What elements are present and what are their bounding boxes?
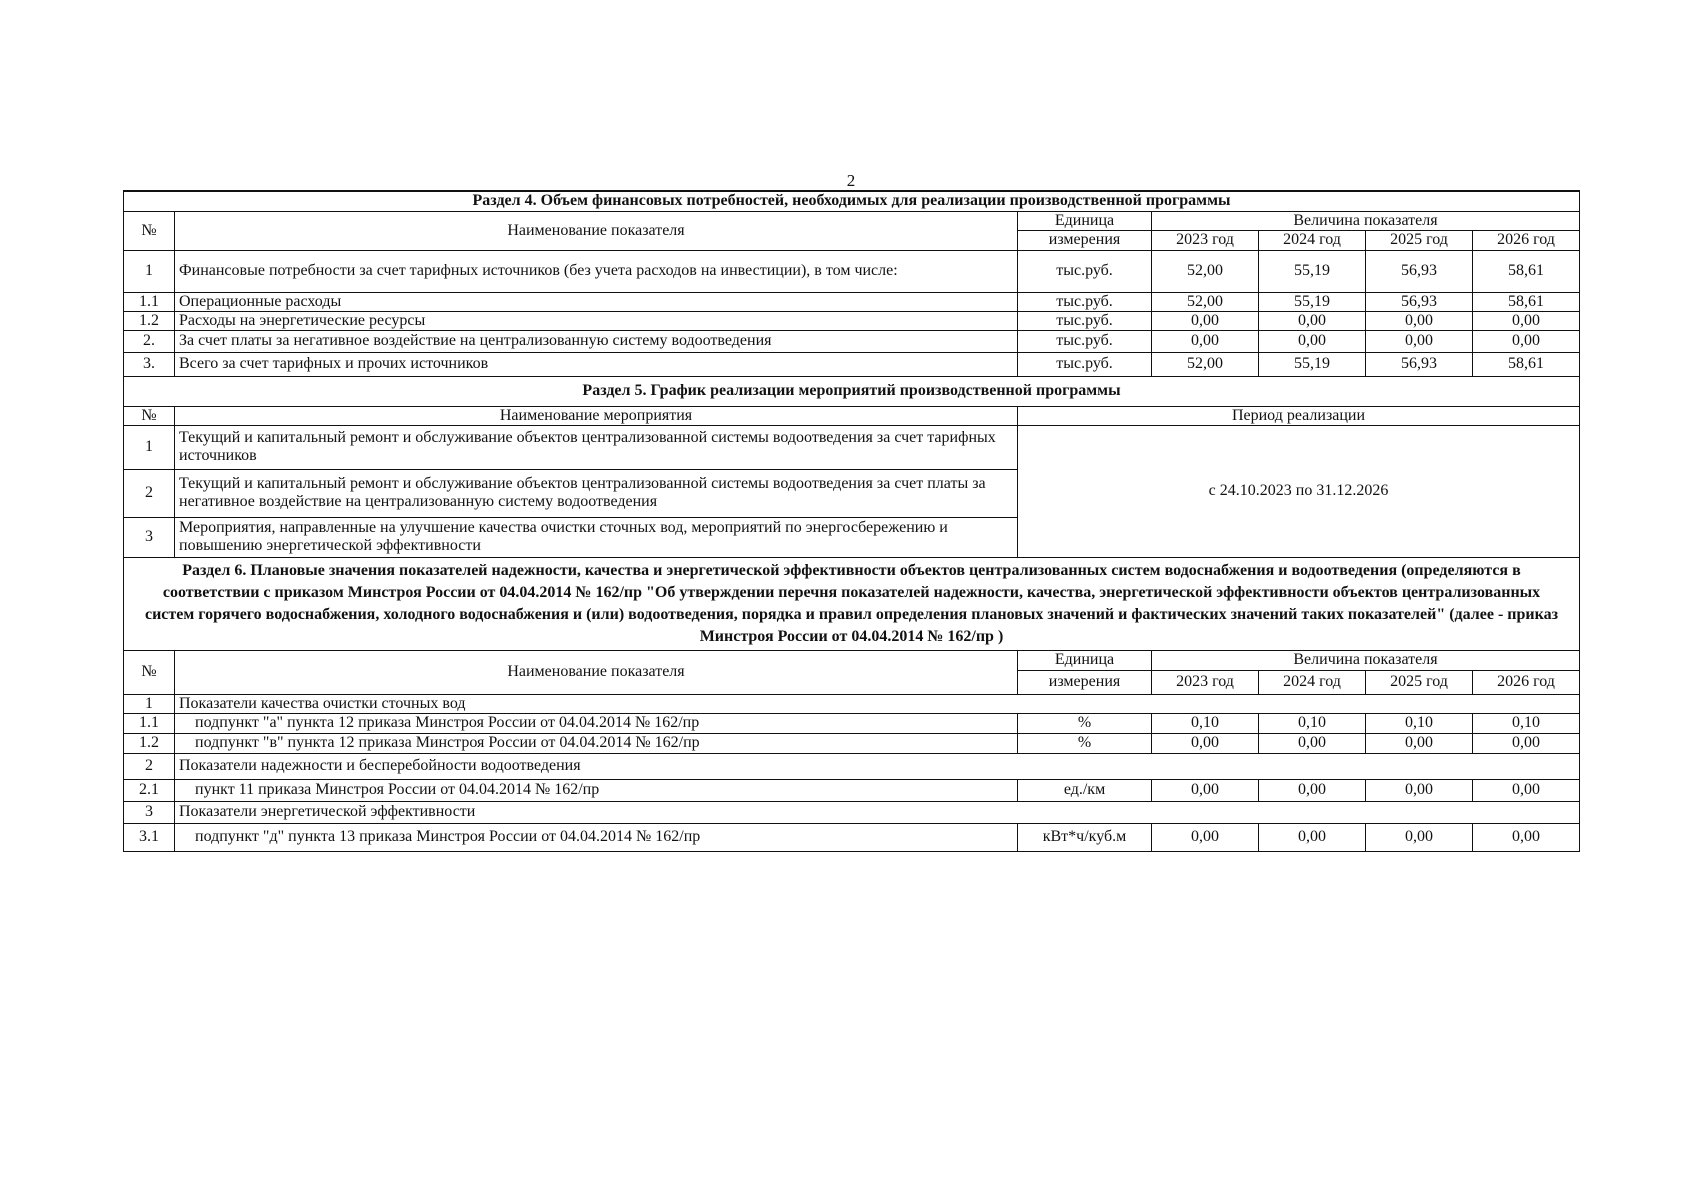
value-2024: 0,00 bbox=[1259, 779, 1366, 801]
value-2023: 0,10 bbox=[1152, 713, 1259, 733]
row-number: 1.1 bbox=[124, 292, 175, 311]
group-number: 2 bbox=[124, 753, 175, 779]
value-2026: 58,61 bbox=[1473, 292, 1580, 311]
row-number: 2.1 bbox=[124, 779, 175, 801]
section5-title: Раздел 5. График реализации мероприятий производственной программы bbox=[124, 376, 1580, 406]
section6-header-no: № bbox=[124, 650, 175, 694]
row-unit: ед./км bbox=[1018, 779, 1152, 801]
value-2026: 58,61 bbox=[1473, 352, 1580, 376]
section5-header-no: № bbox=[124, 406, 175, 425]
row-number: 3 bbox=[124, 517, 175, 557]
section5-header-row bbox=[124, 406, 1580, 425]
value-2024: 0,00 bbox=[1259, 311, 1366, 330]
value-2023: 0,00 bbox=[1152, 823, 1259, 851]
row-name: За счет платы за негативное воздействие на централизованную систему водоотведения bbox=[175, 330, 1018, 352]
value-2026: 0,00 bbox=[1473, 330, 1580, 352]
value-2026: 58,61 bbox=[1473, 250, 1580, 292]
group-name: Показатели качества очистки сточных вод bbox=[175, 694, 1580, 713]
value-2025: 0,00 bbox=[1366, 311, 1473, 330]
value-2023: 52,00 bbox=[1152, 292, 1259, 311]
row-unit: % bbox=[1018, 713, 1152, 733]
group-row bbox=[124, 801, 1580, 823]
row-number: 1.1 bbox=[124, 713, 175, 733]
value-2025: 0,00 bbox=[1366, 823, 1473, 851]
section6-title-row bbox=[124, 557, 1580, 650]
row-number: 1 bbox=[124, 425, 175, 469]
value-2024: 55,19 bbox=[1259, 292, 1366, 311]
row-unit: тыс.руб. bbox=[1018, 352, 1152, 376]
page-number: 2 bbox=[846, 171, 856, 190]
section4-header-unit-1: Единица bbox=[1018, 211, 1152, 230]
section6-header-value: Величина показателя bbox=[1152, 650, 1580, 670]
group-number: 1 bbox=[124, 694, 175, 713]
value-2023: 0,00 bbox=[1152, 779, 1259, 801]
section4-header-name: Наименование показателя bbox=[175, 211, 1018, 250]
value-2025: 0,00 bbox=[1366, 733, 1473, 753]
row-name: Финансовые потребности за счет тарифных источников (без учета расходов на инвестиции), в том числе: bbox=[175, 250, 1018, 292]
row-number: 2. bbox=[124, 330, 175, 352]
section4-header-value: Величина показателя bbox=[1152, 211, 1580, 230]
section5-header-name: Наименование мероприятия bbox=[175, 406, 1018, 425]
section4-title-row bbox=[124, 191, 1580, 211]
section6-header-name: Наименование показателя bbox=[175, 650, 1018, 694]
row-unit: тыс.руб. bbox=[1018, 330, 1152, 352]
section4-year-2023: 2023 год bbox=[1152, 230, 1259, 250]
row-name: Операционные расходы bbox=[175, 292, 1018, 311]
row-number: 1.2 bbox=[124, 311, 175, 330]
section6-header-unit-2: измерения bbox=[1018, 670, 1152, 694]
production-program-table bbox=[123, 190, 1580, 852]
section5-title-row bbox=[124, 376, 1580, 406]
group-number: 3 bbox=[124, 801, 175, 823]
group-row bbox=[124, 694, 1580, 713]
section6-year-2023: 2023 год bbox=[1152, 670, 1259, 694]
table-row bbox=[124, 823, 1580, 851]
section4-year-2024: 2024 год bbox=[1259, 230, 1366, 250]
document-page bbox=[123, 172, 1579, 852]
table-row bbox=[124, 733, 1580, 753]
row-name: подпункт "а" пункта 12 приказа Минстроя России от 04.04.2014 № 162/пр bbox=[175, 713, 1018, 733]
value-2023: 0,00 bbox=[1152, 311, 1259, 330]
section4-title: Раздел 4. Объем финансовых потребностей, необходимых для реализации производственной программы bbox=[124, 191, 1580, 211]
group-name: Показатели энергетической эффективности bbox=[175, 801, 1580, 823]
section4-header-unit-2: измерения bbox=[1018, 230, 1152, 250]
row-name: пункт 11 приказа Минстроя России от 04.04.2014 № 162/пр bbox=[175, 779, 1018, 801]
row-unit: тыс.руб. bbox=[1018, 250, 1152, 292]
group-row bbox=[124, 753, 1580, 779]
row-name: Мероприятия, направленные на улучшение качества очистки сточных вод, мероприятий по энергосбережению и повышению энергетической эффективности bbox=[175, 517, 1018, 557]
table-row bbox=[124, 292, 1580, 311]
table-row bbox=[124, 250, 1580, 292]
table-row bbox=[124, 352, 1580, 376]
value-2025: 56,93 bbox=[1366, 292, 1473, 311]
value-2024: 0,10 bbox=[1259, 713, 1366, 733]
value-2023: 52,00 bbox=[1152, 352, 1259, 376]
value-2025: 0,00 bbox=[1366, 779, 1473, 801]
section6-header-unit-1: Единица bbox=[1018, 650, 1152, 670]
row-unit: кВт*ч/куб.м bbox=[1018, 823, 1152, 851]
table-row bbox=[124, 311, 1580, 330]
value-2023: 0,00 bbox=[1152, 733, 1259, 753]
row-name: подпункт "д" пункта 13 приказа Минстроя России от 04.04.2014 № 162/пр bbox=[175, 823, 1018, 851]
section4-header-no: № bbox=[124, 211, 175, 250]
value-2024: 55,19 bbox=[1259, 250, 1366, 292]
value-2024: 55,19 bbox=[1259, 352, 1366, 376]
value-2026: 0,00 bbox=[1473, 311, 1580, 330]
value-2025: 0,10 bbox=[1366, 713, 1473, 733]
table-row bbox=[124, 779, 1580, 801]
section5-header-period: Период реализации bbox=[1018, 406, 1580, 425]
section6-year-2024: 2024 год bbox=[1259, 670, 1366, 694]
row-name: Текущий и капитальный ремонт и обслуживание объектов централизованной системы водоотведения за счет платы за негативное воздействие на централизованную систему водоотведения bbox=[175, 469, 1018, 517]
row-number: 2 bbox=[124, 469, 175, 517]
value-2024: 0,00 bbox=[1259, 823, 1366, 851]
value-2026: 0,00 bbox=[1473, 779, 1580, 801]
row-number: 3. bbox=[124, 352, 175, 376]
value-2025: 56,93 bbox=[1366, 250, 1473, 292]
value-2025: 56,93 bbox=[1366, 352, 1473, 376]
value-2026: 0,00 bbox=[1473, 733, 1580, 753]
row-number: 1 bbox=[124, 250, 175, 292]
section6-header-row bbox=[124, 650, 1580, 670]
row-unit: тыс.руб. bbox=[1018, 292, 1152, 311]
section6-year-2026: 2026 год bbox=[1473, 670, 1580, 694]
value-2026: 0,10 bbox=[1473, 713, 1580, 733]
row-name: Расходы на энергетические ресурсы bbox=[175, 311, 1018, 330]
row-name: подпункт "в" пункта 12 приказа Минстроя России от 04.04.2014 № 162/пр bbox=[175, 733, 1018, 753]
value-2024: 0,00 bbox=[1259, 330, 1366, 352]
row-number: 3.1 bbox=[124, 823, 175, 851]
row-name: Текущий и капитальный ремонт и обслуживание объектов централизованной системы водоотведения за счет тарифных источников bbox=[175, 425, 1018, 469]
section6-title: Раздел 6. Плановые значения показателей надежности, качества и энергетической эффективности объектов централизованных систем водоснабжения и водоотведения (определяются в соответствии с приказом Минстроя России от 04.04.2014 № 162/пр "Об утверждении перечня показателей надежности, качества, энергетической эффективности объектов централизованных систем горячего водоснабжения, холодного водоснабжения и (или) водоотведения, порядка и правил определения плановых значений и фактических значений таких показателей" (далее - приказ Минстроя России от 04.04.2014 № 162/пр ) bbox=[124, 557, 1580, 650]
row-unit: тыс.руб. bbox=[1018, 311, 1152, 330]
row-unit: % bbox=[1018, 733, 1152, 753]
value-2026: 0,00 bbox=[1473, 823, 1580, 851]
value-2024: 0,00 bbox=[1259, 733, 1366, 753]
section4-header-row bbox=[124, 211, 1580, 230]
section6-year-2025: 2025 год bbox=[1366, 670, 1473, 694]
value-2025: 0,00 bbox=[1366, 330, 1473, 352]
value-2023: 0,00 bbox=[1152, 330, 1259, 352]
table-row bbox=[124, 713, 1580, 733]
group-name: Показатели надежности и бесперебойности водоотведения bbox=[175, 753, 1580, 779]
table-row bbox=[124, 330, 1580, 352]
section4-year-2026: 2026 год bbox=[1473, 230, 1580, 250]
table-row bbox=[124, 425, 1580, 469]
row-number: 1.2 bbox=[124, 733, 175, 753]
row-name: Всего за счет тарифных и прочих источников bbox=[175, 352, 1018, 376]
value-2023: 52,00 bbox=[1152, 250, 1259, 292]
section4-year-2025: 2025 год bbox=[1366, 230, 1473, 250]
implementation-period: с 24.10.2023 по 31.12.2026 bbox=[1018, 425, 1580, 557]
